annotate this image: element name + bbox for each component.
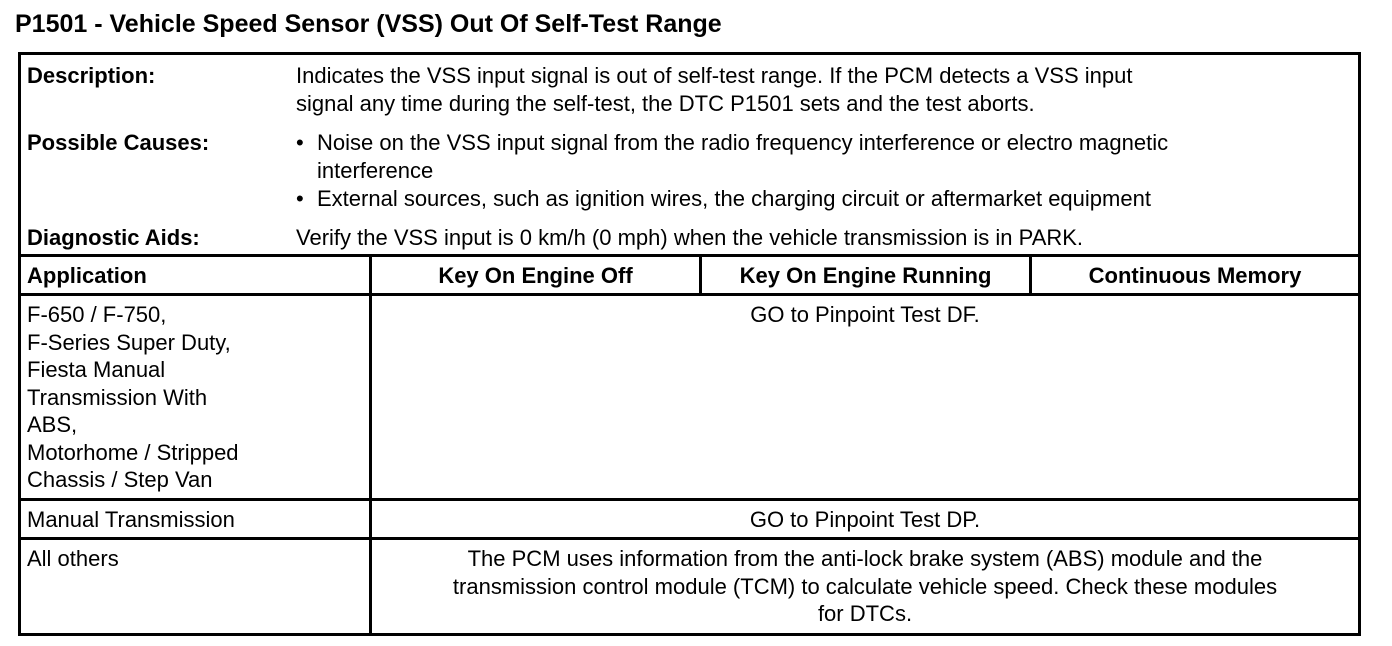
bullet-icon: • [296, 185, 304, 211]
header-application: Application [27, 263, 147, 288]
header-key-on-engine-running: Key On Engine Running [739, 263, 992, 288]
action-line: transmission control module (TCM) to calculate vehicle speed. Check these modules [452, 573, 1278, 599]
description-line: Indicates the VSS input signal is out of self-test range. If the PCM detects a VSS input [296, 63, 1133, 88]
application-line: F-Series Super Duty, [27, 329, 231, 355]
divider-row-2 [18, 537, 1361, 540]
action-cell: GO to Pinpoint Test DP. [749, 507, 981, 532]
header-key-on-engine-off: Key On Engine Off [438, 263, 633, 288]
description-line: signal any time during the self-test, the DTC P1501 sets and the test aborts. [296, 90, 1035, 116]
application-cell: Manual Transmission [27, 507, 235, 532]
application-line: Motorhome / Stripped [27, 439, 239, 465]
page-title: P1501 - Vehicle Speed Sensor (VSS) Out Of Self-Test Range [15, 10, 722, 38]
application-cell: All others [27, 546, 119, 571]
application-line: F-650 / F-750, [27, 302, 167, 327]
application-line: Transmission With [27, 384, 208, 410]
cause-line: interference [317, 157, 434, 183]
action-cell [372, 545, 1358, 628]
application-cell [27, 301, 367, 494]
action-line: The PCM uses information from the anti-lock brake system (ABS) module and the [467, 546, 1263, 571]
application-line: Fiesta Manual [27, 357, 166, 382]
divider-row-1 [18, 498, 1361, 501]
description-label: Description: [27, 63, 156, 88]
cause-line: External sources, such as ignition wires, the charging circuit or aftermarket equipment [317, 185, 1151, 211]
application-line: ABS, [27, 412, 78, 437]
diagnostic-aids-text: Verify the VSS input is 0 km/h (0 mph) when the vehicle transmission is in PARK. [296, 225, 1084, 250]
divider-header-top [18, 254, 1361, 257]
diagnostic-aids-label: Diagnostic Aids: [27, 225, 200, 250]
action-line: for DTCs. [817, 601, 913, 626]
cause-line: Noise on the VSS input signal from the radio frequency interference or electro magnetic [317, 130, 1169, 155]
application-line: Chassis / Step Van [27, 467, 213, 492]
possible-causes-label: Possible Causes: [27, 130, 210, 155]
action-cell: GO to Pinpoint Test DF. [750, 302, 980, 327]
divider-header-bottom [18, 293, 1361, 296]
header-continuous-memory: Continuous Memory [1088, 263, 1302, 288]
bullet-icon: • [296, 130, 304, 155]
